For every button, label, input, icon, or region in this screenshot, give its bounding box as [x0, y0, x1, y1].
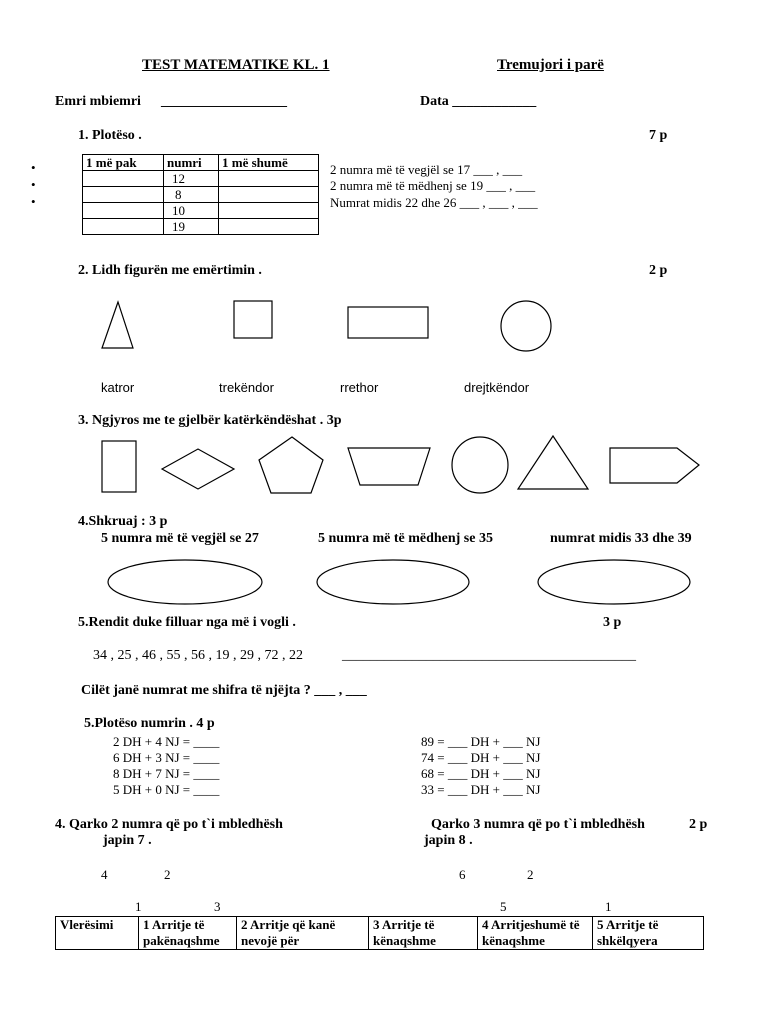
term-title: Tremujori i parë [497, 57, 604, 73]
table-header: 1 më pak [83, 155, 164, 171]
circle-number[interactable]: 3 [214, 899, 221, 914]
circle-shape-2 [452, 437, 508, 493]
rectangle-shape [348, 307, 428, 338]
bullet: • [31, 177, 36, 192]
label-rrethor[interactable]: rrethor [340, 380, 379, 395]
evaluation-level-3: 3 Arritje të kënaqshme [369, 917, 478, 950]
q5b-title: 5.Plotëso numrin . 4 p [84, 716, 215, 731]
compose-row[interactable]: 6 DH + 3 NJ = ____ [113, 750, 220, 765]
circle-shape [501, 301, 551, 351]
evaluation-level-1: 1 Arritje të pakënaqshme [139, 917, 237, 950]
tall-rectangle-shape [102, 441, 136, 492]
q4-col-smaller: 5 numra më të vegjël se 27 [101, 531, 259, 546]
pentagon-shape [259, 437, 323, 493]
triangle-shape-2 [518, 436, 588, 489]
q5-same-digits[interactable]: Cilët janë numrat me shifra të njëjta ? ___ , ___ [81, 683, 367, 698]
circle-number[interactable]: 6 [459, 867, 466, 882]
q5-numbers: 34 , 25 , 46 , 55 , 56 , 19 , 29 , 72 , 22 [93, 648, 303, 663]
evaluation-header: Vlerësimi [56, 917, 139, 950]
name-label: Emri mbiemri [55, 94, 141, 109]
answer-ellipse [317, 560, 469, 604]
answer-ellipse [538, 560, 690, 604]
compose-row[interactable]: 2 DH + 4 NJ = ____ [113, 734, 220, 749]
q5-answer-line[interactable]: __________________________________________ [342, 648, 636, 663]
number-cell: 10 [164, 203, 219, 219]
q1-points: 7 p [649, 128, 668, 143]
q5-title: 5.Rendit duke filluar nga më i vogli . [78, 615, 296, 630]
label-trekendor[interactable]: trekëndor [219, 380, 274, 395]
decompose-row[interactable]: 89 = ___ DH + ___ NJ [421, 734, 541, 749]
circle-number[interactable]: 1 [135, 899, 142, 914]
trapezoid-shape [348, 448, 430, 485]
q5-points: 3 p [603, 615, 622, 630]
decompose-row[interactable]: 33 = ___ DH + ___ NJ [421, 782, 541, 797]
circle-number[interactable]: 2 [164, 867, 171, 882]
q3-title: 3. Ngjyros me te gjelbër katërkëndëshat . 3p [78, 413, 342, 428]
q6-left-title-2: japin 7 . [103, 833, 152, 848]
q2-title: 2. Lidh figurën me emërtimin . [78, 263, 262, 278]
bullet: • [31, 160, 36, 175]
decompose-row[interactable]: 74 = ___ DH + ___ NJ [421, 750, 541, 765]
evaluation-level-4: 4 Arritjeshumë të kënaqshme [478, 917, 593, 950]
q6-right-title: Qarko 3 numra që po t`i mbledhësh [431, 817, 645, 832]
number-cell: 8 [164, 187, 219, 203]
label-katror[interactable]: katror [101, 380, 135, 395]
circle-number[interactable]: 2 [527, 867, 534, 882]
answer-ellipse [108, 560, 262, 604]
number-cell: 12 [164, 171, 219, 187]
q4-title: 4.Shkruaj : 3 p [78, 514, 168, 529]
compose-row[interactable]: 8 DH + 7 NJ = ____ [113, 766, 220, 781]
label-drejtkendor[interactable]: drejtkëndor [464, 380, 530, 395]
rhombus-shape [162, 449, 234, 489]
bullet: • [31, 194, 36, 209]
triangle-shape [102, 302, 133, 348]
date-field[interactable]: Data ____________ [420, 94, 537, 109]
q6-left-title: 4. Qarko 2 numra që po t`i mbledhësh [55, 817, 283, 832]
arrow-pentagon-shape [610, 448, 699, 483]
decompose-row[interactable]: 68 = ___ DH + ___ NJ [421, 766, 541, 781]
circle-number[interactable]: 1 [605, 899, 612, 914]
number-cell: 19 [164, 219, 219, 235]
square-shape [234, 301, 272, 338]
circle-number[interactable]: 4 [101, 867, 108, 882]
q1-line-between[interactable]: Numrat midis 22 dhe 26 ___ , ___ , ___ [330, 195, 538, 210]
q6-right-title-2: japin 8 . [424, 833, 473, 848]
evaluation-level-2: 2 Arritje që kanë nevojë për [237, 917, 369, 950]
name-field[interactable]: __________________ [161, 94, 287, 109]
q2-points: 2 p [649, 263, 668, 278]
test-title: TEST MATEMATIKE KL. 1 [142, 57, 330, 73]
circle-number[interactable]: 5 [500, 899, 507, 914]
q4-col-between: numrat midis 33 dhe 39 [550, 531, 692, 546]
q1-line-larger[interactable]: 2 numra më të mëdhenj se 19 ___ , ___ [330, 178, 536, 193]
table-header: numri [164, 155, 219, 171]
q1-line-smaller[interactable]: 2 numra më të vegjël se 17 ___ , ___ [330, 162, 523, 177]
q1-title: 1. Plotëso . [78, 128, 142, 143]
table-header: 1 më shumë [219, 155, 319, 171]
q6-points: 2 p [689, 817, 708, 832]
compose-row[interactable]: 5 DH + 0 NJ = ____ [113, 782, 220, 797]
evaluation-level-5: 5 Arritje të shkëlqyera [593, 917, 704, 950]
q4-col-larger: 5 numra më të mëdhenj se 35 [318, 531, 493, 546]
